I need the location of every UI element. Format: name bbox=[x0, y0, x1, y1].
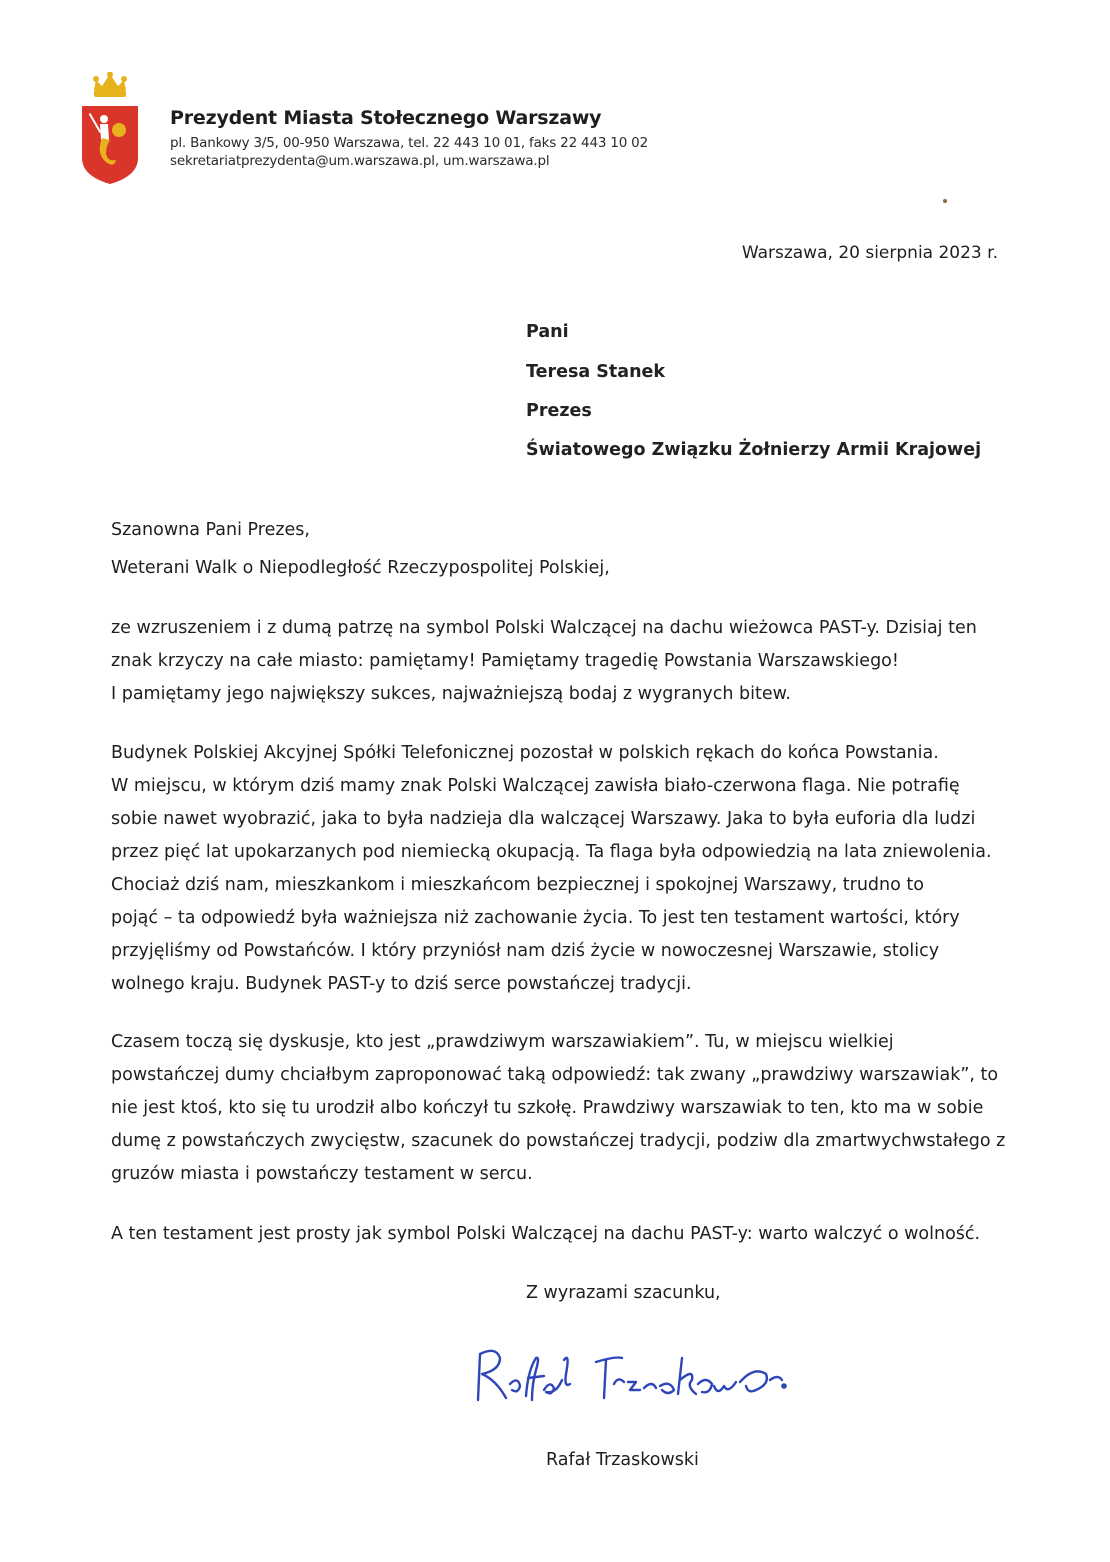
header-contact: sekretariatprezydenta@um.warszawa.pl, um.warszawa.pl bbox=[170, 153, 550, 169]
header-title: Prezydent Miasta Stołecznego Warszawy bbox=[170, 107, 602, 129]
paragraph-line: wolnego kraju. Budynek PAST-y to dziś serce powstańczej tradycji. bbox=[111, 974, 692, 994]
paragraph-line: sobie nawet wyobrazić, jaka to była nadzieja dla walczącej Warszawy. Jaka to była euforia dla ludzi bbox=[111, 809, 976, 829]
paragraph-line: dumę z powstańczych zwycięstw, szacunek do powstańczej tradycji, podziw dla zmartwychwstałego z bbox=[111, 1131, 1006, 1151]
paragraph-2 bbox=[111, 737, 1006, 1001]
paper-speck bbox=[943, 199, 947, 203]
signer-name: Rafał Trzaskowski bbox=[546, 1450, 699, 1470]
salutation-line-1: Szanowna Pani Prezes, bbox=[111, 520, 310, 540]
recipient-line-1: Pani bbox=[526, 322, 569, 342]
paragraph-line: Chociaż dziś nam, mieszkankom i mieszkańcom bezpiecznej i spokojnej Warszawy, trudno to bbox=[111, 875, 924, 895]
warsaw-coat-of-arms-logo bbox=[78, 72, 142, 184]
paragraph-line: pojąć – ta odpowiedź była ważniejsza niż zachowanie życia. To jest ten testament wartości, który bbox=[111, 908, 960, 928]
handwritten-signature bbox=[466, 1340, 796, 1410]
paragraph-line: Czasem toczą się dyskusje, kto jest „prawdziwym warszawiakiem”. Tu, w miejscu wielkiej bbox=[111, 1032, 894, 1052]
header-address: pl. Bankowy 3/5, 00-950 Warszawa, tel. 22 443 10 01, faks 22 443 10 02 bbox=[170, 135, 648, 151]
letter-date: Warszawa, 20 sierpnia 2023 r. bbox=[741, 243, 998, 263]
paragraph-3 bbox=[111, 1026, 1006, 1191]
paragraph-line: przyjęliśmy od Powstańców. I który przyniósł nam dziś życie w nowoczesnej Warszawie, stolicy bbox=[111, 941, 940, 961]
salutation-line-2: Weterani Walk o Niepodległość Rzeczypospolitej Polskiej, bbox=[111, 558, 610, 578]
paragraph-line: I pamiętamy jego największy sukces, najważniejszą bodaj z wygranych bitew. bbox=[111, 684, 791, 704]
paragraph-line: Budynek Polskiej Akcyjnej Spółki Telefonicznej pozostał w polskich rękach do końca Powstania. bbox=[111, 743, 939, 763]
paragraph-line: ze wzruszeniem i z dumą patrzę na symbol Polski Walczącej na dachu wieżowca PAST-y. Dzisiaj ten bbox=[111, 618, 977, 638]
paragraph-4 bbox=[111, 1218, 1006, 1251]
paragraph-line: powstańczej dumy chciałbym zaproponować taką odpowiedź: tak zwany „prawdziwy warszawiak”, to bbox=[111, 1065, 999, 1085]
paragraph-line: nie jest ktoś, kto się tu urodził albo kończył tu szkołę. Prawdziwy warszawiak to ten, kto ma w sobie bbox=[111, 1098, 984, 1118]
paragraph-line: gruzów miasta i powstańczy testament w sercu. bbox=[111, 1164, 533, 1184]
closing-line: Z wyrazami szacunku, bbox=[526, 1283, 721, 1303]
paragraph-1 bbox=[111, 612, 1006, 711]
paragraph-line: A ten testament jest prosty jak symbol Polski Walczącej na dachu PAST-y: warto walczyć o wolność. bbox=[111, 1224, 981, 1244]
paragraph-line: W miejscu, w którym dziś mamy znak Polski Walczącej zawisła biało-czerwona flaga. Nie potrafię bbox=[111, 776, 960, 796]
recipient-line-2: Teresa Stanek bbox=[526, 362, 666, 382]
recipient-line-3: Prezes bbox=[526, 401, 592, 421]
paragraph-line: znak krzyczy na całe miasto: pamiętamy! Pamiętamy tragedię Powstania Warszawskiego! bbox=[111, 651, 899, 671]
paragraph-line: przez pięć lat upokarzanych pod niemiecką okupacją. Ta flaga była odpowiedzią na lata zniewolenia. bbox=[111, 842, 992, 862]
recipient-line-4: Światowego Związku Żołnierzy Armii Krajowej bbox=[526, 440, 982, 460]
